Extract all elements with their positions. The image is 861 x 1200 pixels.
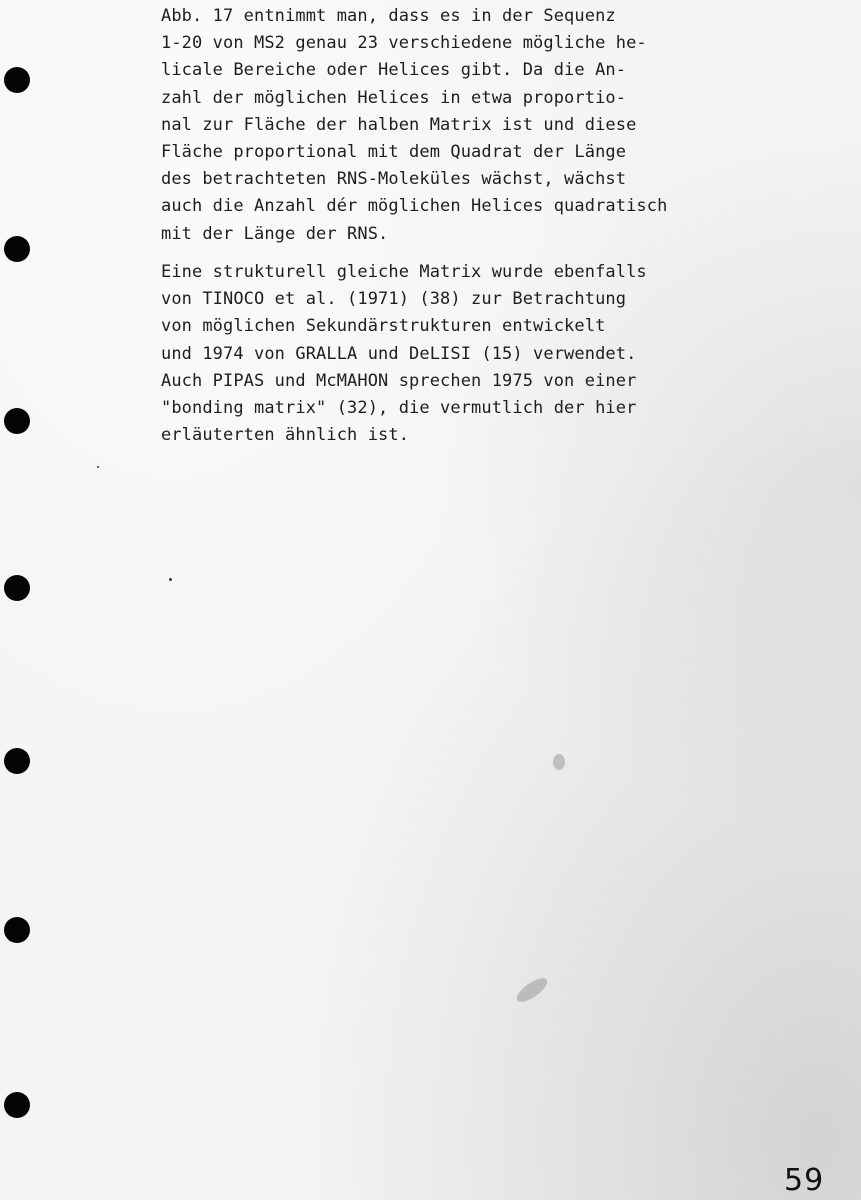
- punch-hole-1: [4, 67, 30, 93]
- text-line: "bonding matrix" (32), die vermutlich der hier: [161, 398, 637, 419]
- punch-hole-5: [4, 748, 30, 774]
- ink-speck: [97, 466, 99, 468]
- text-line: zahl der möglichen Helices in etwa proportio-: [161, 87, 627, 108]
- text-line: Fläche proportional mit dem Quadrat der Länge: [161, 142, 627, 163]
- paragraph-2: [161, 259, 721, 449]
- ink-speck: [169, 578, 172, 581]
- text-line: nal zur Fläche der halben Matrix ist und diese: [161, 114, 637, 135]
- text-line: von TINOCO et al. (1971) (38) zur Betrachtung: [161, 289, 627, 310]
- text-line: Abb. 17 entnimmt man, dass es in der Sequenz: [161, 6, 616, 26]
- page-number: 59: [784, 1163, 825, 1198]
- paragraph-1: [161, 3, 721, 248]
- punch-hole-7: [4, 1092, 30, 1118]
- text-line: auch die Anzahl dér möglichen Helices quadratisch: [161, 196, 668, 217]
- text-line: mit der Länge der RNS.: [161, 223, 389, 244]
- text-line: licale Bereiche oder Helices gibt. Da die An-: [161, 60, 627, 81]
- text-line: 1-20 von MS2 genau 23 verschiedene mögliche he-: [161, 33, 647, 54]
- punch-hole-2: [4, 236, 30, 262]
- text-line: Auch PIPAS und McMAHON sprechen 1975 von einer: [161, 370, 637, 391]
- punch-hole-6: [4, 917, 30, 943]
- text-line: von möglichen Sekundärstrukturen entwickelt: [161, 316, 606, 337]
- punch-hole-3: [4, 408, 30, 434]
- text-line: des betrachteten RNS-Moleküles wächst, wächst: [161, 169, 627, 190]
- text-line: erläuterten ähnlich ist.: [161, 425, 410, 446]
- text-line: und 1974 von GRALLA und DeLISI (15) verwendet.: [161, 343, 637, 364]
- text-line: Eine strukturell gleiche Matrix wurde ebenfalls: [161, 262, 647, 282]
- paper-smudge: [553, 754, 565, 770]
- paper-smudge: [513, 974, 551, 1006]
- punch-hole-4: [4, 575, 30, 601]
